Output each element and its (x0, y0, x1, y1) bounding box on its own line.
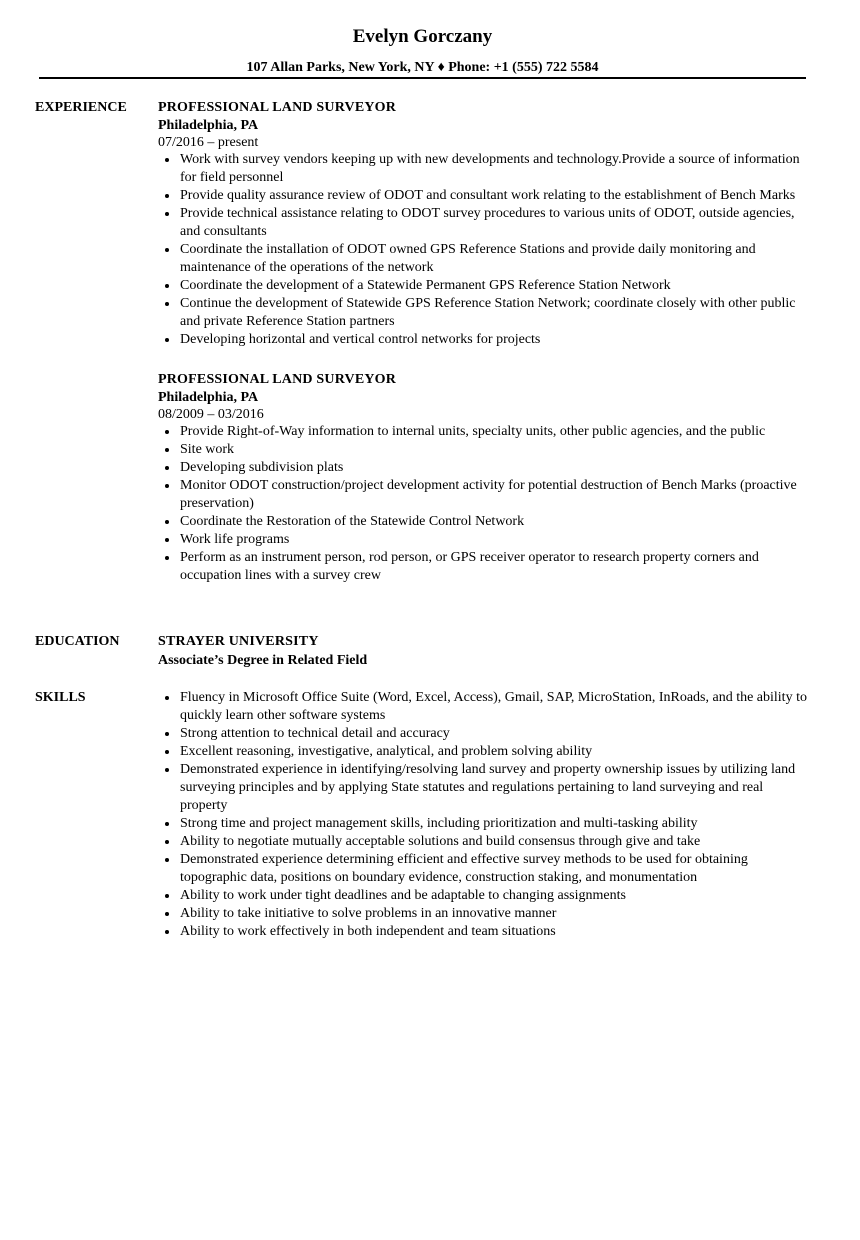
contact-line: 107 Allan Parks, New York, NY ♦ Phone: +1 (555) 722 5584 (246, 60, 599, 75)
duty-text: Work life programs (180, 532, 290, 547)
duty-item (158, 241, 808, 277)
skill-text: Ability to work effectively in both independent and team situations (180, 924, 556, 939)
bullet-icon (165, 858, 169, 862)
bullet-icon (165, 212, 169, 216)
duty-text: Provide technical assistance relating to ODOT survey procedures to various units of ODOT, outside agencies, and consultants (180, 206, 795, 239)
bullet-icon (165, 248, 169, 252)
skill-item (158, 887, 808, 905)
skill-item (158, 725, 808, 743)
experience-body (158, 99, 808, 607)
duty-text: Site work (180, 442, 235, 457)
experience-heading: EXPERIENCE (35, 100, 127, 115)
duty-item (158, 531, 808, 549)
skill-item (158, 923, 808, 941)
skill-item (158, 743, 808, 761)
skills-heading: SKILLS (35, 690, 86, 705)
bullet-icon (165, 194, 169, 198)
duty-item (158, 549, 808, 585)
job-duties (158, 423, 808, 585)
bullet-icon (165, 894, 169, 898)
skill-text: Ability to take initiative to solve problems in an innovative manner (180, 906, 557, 921)
duty-item (158, 205, 808, 241)
duty-text: Developing subdivision plats (180, 460, 344, 475)
bullet-icon (165, 696, 169, 700)
job-entry (158, 371, 808, 585)
skill-item (158, 833, 808, 851)
bullet-icon (165, 284, 169, 288)
bullet-icon (165, 158, 169, 162)
bullet-icon (165, 768, 169, 772)
bullet-icon (165, 556, 169, 560)
duty-text: Developing horizontal and vertical control networks for projects (180, 332, 541, 347)
job-dates: 08/2009 – 03/2016 (158, 407, 264, 422)
skill-item (158, 689, 808, 725)
duty-item (158, 459, 808, 477)
job-duties (158, 151, 808, 349)
duty-item (158, 331, 808, 349)
skill-item (158, 761, 808, 815)
skills-body (158, 689, 808, 941)
duty-text: Monitor ODOT construction/project development activity for potential destruction of Bench Marks (proactive preservation) (180, 478, 797, 511)
duty-text: Coordinate the Restoration of the Statewide Control Network (180, 514, 525, 529)
skill-text: Strong attention to technical detail and accuracy (180, 726, 450, 741)
bullet-icon (165, 750, 169, 754)
duty-item (158, 277, 808, 295)
duty-item (158, 187, 808, 205)
skill-text: Fluency in Microsoft Office Suite (Word, Excel, Access), Gmail, SAP, MicroStation, InRoads, and the ability to quickly learn other software systems (180, 690, 807, 723)
bullet-icon (165, 538, 169, 542)
header-divider (39, 77, 806, 79)
duty-item (158, 441, 808, 459)
skill-text: Demonstrated experience in identifying/resolving land survey and property ownership issues by utilizing land surveying principles and by applying State statutes and regulations pertaining to land surveying and real property (180, 762, 796, 813)
skill-text: Excellent reasoning, investigative, analytical, and problem solving ability (180, 744, 593, 759)
candidate-name: Evelyn Gorczany (352, 26, 493, 47)
bullet-icon (165, 732, 169, 736)
skill-text: Ability to negotiate mutually acceptable solutions and build consensus through give and take (180, 834, 701, 849)
skill-item (158, 851, 808, 887)
bullet-icon (165, 448, 169, 452)
job-title: PROFESSIONAL LAND SURVEYOR (158, 372, 397, 387)
degree-name: Associate’s Degree in Related Field (158, 653, 368, 668)
school-name: STRAYER UNIVERSITY (158, 634, 319, 649)
job-location: Philadelphia, PA (158, 118, 259, 133)
bullet-icon (165, 840, 169, 844)
duty-text: Coordinate the development of a Statewide Permanent GPS Reference Station Network (180, 278, 671, 293)
bullet-icon (165, 466, 169, 470)
job-entry (158, 99, 808, 349)
duty-item (158, 477, 808, 513)
duty-text: Continue the development of Statewide GPS Reference Station Network; coordinate closely with other public and private Reference Station partners (180, 296, 796, 329)
bullet-icon (165, 822, 169, 826)
job-location: Philadelphia, PA (158, 390, 259, 405)
duty-item (158, 513, 808, 531)
duty-text: Provide Right-of-Way information to internal units, specialty units, other public agencies, and the public (180, 424, 766, 439)
bullet-icon (165, 302, 169, 306)
skill-text: Demonstrated experience determining efficient and effective survey methods to be used for obtaining topographic data, positions on boundary evidence, construction staking, and monumentation (180, 852, 748, 885)
bullet-icon (165, 912, 169, 916)
job-dates: 07/2016 – present (158, 135, 259, 150)
duty-item (158, 151, 808, 187)
duty-item (158, 423, 808, 441)
skills-list (158, 689, 808, 941)
education-body (158, 633, 808, 671)
duty-item (158, 295, 808, 331)
bullet-icon (165, 930, 169, 934)
skill-item (158, 815, 808, 833)
skill-item (158, 905, 808, 923)
bullet-icon (165, 338, 169, 342)
skill-text: Strong time and project management skills, including prioritization and multi-tasking ability (180, 816, 698, 831)
duty-text: Provide quality assurance review of ODOT and consultant work relating to the establishment of Bench Marks (180, 188, 796, 203)
bullet-icon (165, 520, 169, 524)
bullet-icon (165, 430, 169, 434)
skill-text: Ability to work under tight deadlines and be adaptable to changing assignments (180, 888, 626, 903)
duty-text: Work with survey vendors keeping up with new developments and technology.Provide a source of information for field personnel (180, 152, 800, 185)
duty-text: Coordinate the installation of ODOT owned GPS Reference Stations and provide daily monitoring and maintenance of the operations of the network (180, 242, 756, 275)
duty-text: Perform as an instrument person, rod person, or GPS receiver operator to research property corners and occupation lines with a survey crew (180, 550, 759, 583)
bullet-icon (165, 484, 169, 488)
education-heading: EDUCATION (35, 634, 120, 649)
job-title: PROFESSIONAL LAND SURVEYOR (158, 100, 397, 115)
